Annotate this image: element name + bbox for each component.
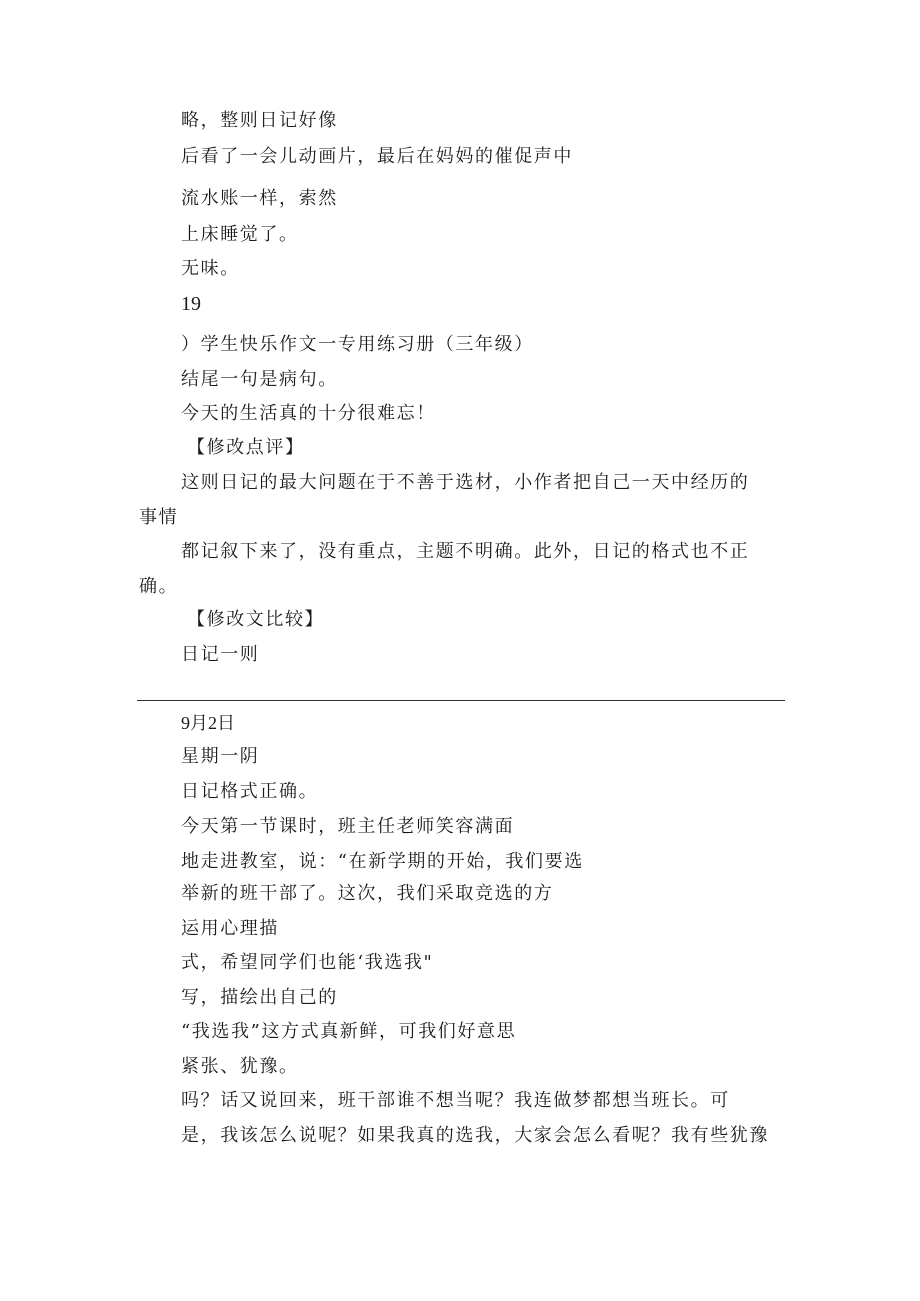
- divider-rule: [137, 700, 785, 701]
- text-line: 都记叙下来了，没有重点，主题不明确。此外，日记的格式也不正: [181, 541, 750, 562]
- text-line: 地走进教室，说：“在新学期的开始，我们要选: [181, 851, 584, 872]
- text-line: 今天的生活真的十分很难忘！: [181, 403, 436, 424]
- text-line: 无味。: [181, 258, 240, 279]
- text-line: 式，希望同学们也能‘我选我": [181, 952, 434, 973]
- text-line: 日记格式正确。: [181, 781, 319, 802]
- text-line: 事情: [139, 507, 179, 528]
- text-line: 上床睡觉了。: [181, 224, 299, 245]
- text-line: 吗？话又说回来，班干部谁不想当呢？我连做梦都想当班长。可: [181, 1090, 730, 1111]
- text-line: 举新的班干部了。这次，我们采取竞选的方: [181, 883, 554, 904]
- text-line: 紧张、犹豫。: [181, 1056, 299, 1077]
- text-line: 确。: [139, 576, 179, 597]
- page-number: 19: [181, 293, 201, 315]
- diary-date: 9月2日: [181, 713, 235, 733]
- text-line: 星期一阴: [181, 746, 260, 767]
- book-title-line: ）学生快乐作文一专用练习册（三年级）: [181, 334, 534, 355]
- section-heading: 【修改点评】: [187, 437, 305, 458]
- text-line: 这则日记的最大问题在于不善于选材，小作者把自己一天中经历的: [181, 472, 750, 493]
- text-line: “我选我”这方式真新鲜，可我们好意思: [181, 1021, 517, 1042]
- text-line: 后看了一会儿动画片，最后在妈妈的催促声中: [181, 146, 573, 167]
- text-line: 略，整则日记好像: [181, 110, 338, 131]
- text-line: 结尾一句是病句。: [181, 369, 338, 390]
- text-line: 日记一则: [181, 644, 260, 665]
- text-line: 写，描绘出自己的: [181, 987, 338, 1008]
- text-line: 是，我该怎么说呢？如果我真的选我，大家会怎么看呢？我有些犹豫: [181, 1125, 769, 1146]
- text-line: 今天第一节课时，班主任老师笑容满面: [181, 816, 515, 837]
- section-heading: 【修改文比较】: [187, 609, 325, 630]
- text-line: 流水账一样，索然: [181, 188, 338, 209]
- text-line: 运用心理描: [181, 918, 279, 939]
